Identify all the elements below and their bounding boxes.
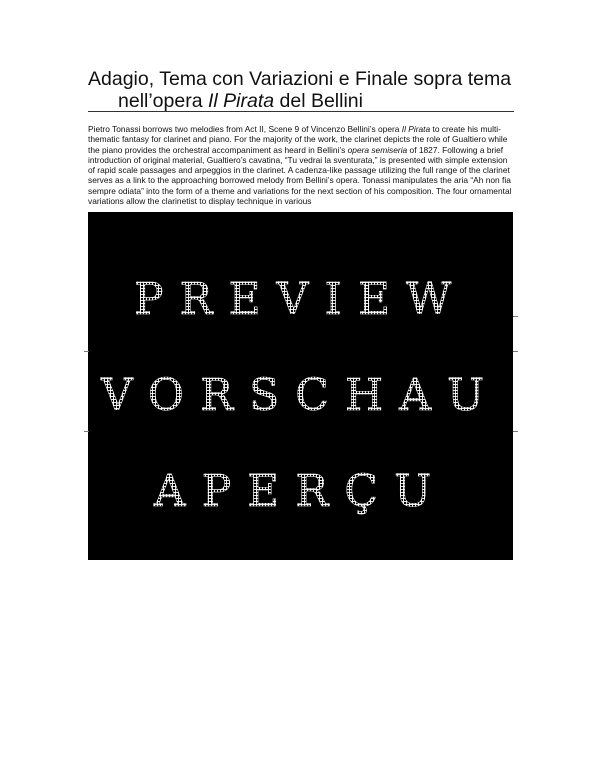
- rule-fragment: [84, 431, 89, 432]
- preview-watermark-overlay: [88, 212, 513, 560]
- title-rule: [88, 111, 514, 112]
- watermark-preview: PREVIEW: [133, 274, 468, 325]
- rule-fragment: [84, 351, 89, 352]
- title-opera-name: Il Pirata: [207, 90, 275, 112]
- rule-fragment: [513, 431, 518, 432]
- document-title: [88, 68, 518, 112]
- rule-fragment: [513, 351, 518, 352]
- title-line-1: Adagio, Tema con Variazioni e Finale sopra tema: [88, 68, 512, 90]
- program-note-paragraph: Pietro Tonassi borrows two melodies from Act II, Scene 9 of Vincenzo Bellini’s opera Il Pirata to create his multi-thematic fantasy for clarinet and piano. For the majority of the work, the clarinet depicts the role of Gualtiero while the piano provides the orchestral accompaniment as heard in Bellini’s opera semiseria of 1827. Following a brief introduction of original material, Gualtiero’s cavatina, “Tu vedrai la sventurata,” is presented with simple extension of rapid scale passages and arpeggios in the clarinet. A cadenza-like passage utilizing the full range of the clarinet serves as a link to the approaching borrowed melody from Bellini’s opera. Tonassi manipulates the aria “Ah non fia sempre odiata” into the form of a theme and variations for the next section of his composition. The four ornamental variations allow the clarinetist to display technique in various: [88, 124, 512, 207]
- watermark-vorschau: VORSCHAU: [100, 370, 501, 421]
- watermark-apercu: APERÇU: [153, 466, 448, 517]
- rule-fragment: [513, 316, 518, 317]
- title-line-2: nell’opera Il Pirata del Bellini: [118, 90, 363, 112]
